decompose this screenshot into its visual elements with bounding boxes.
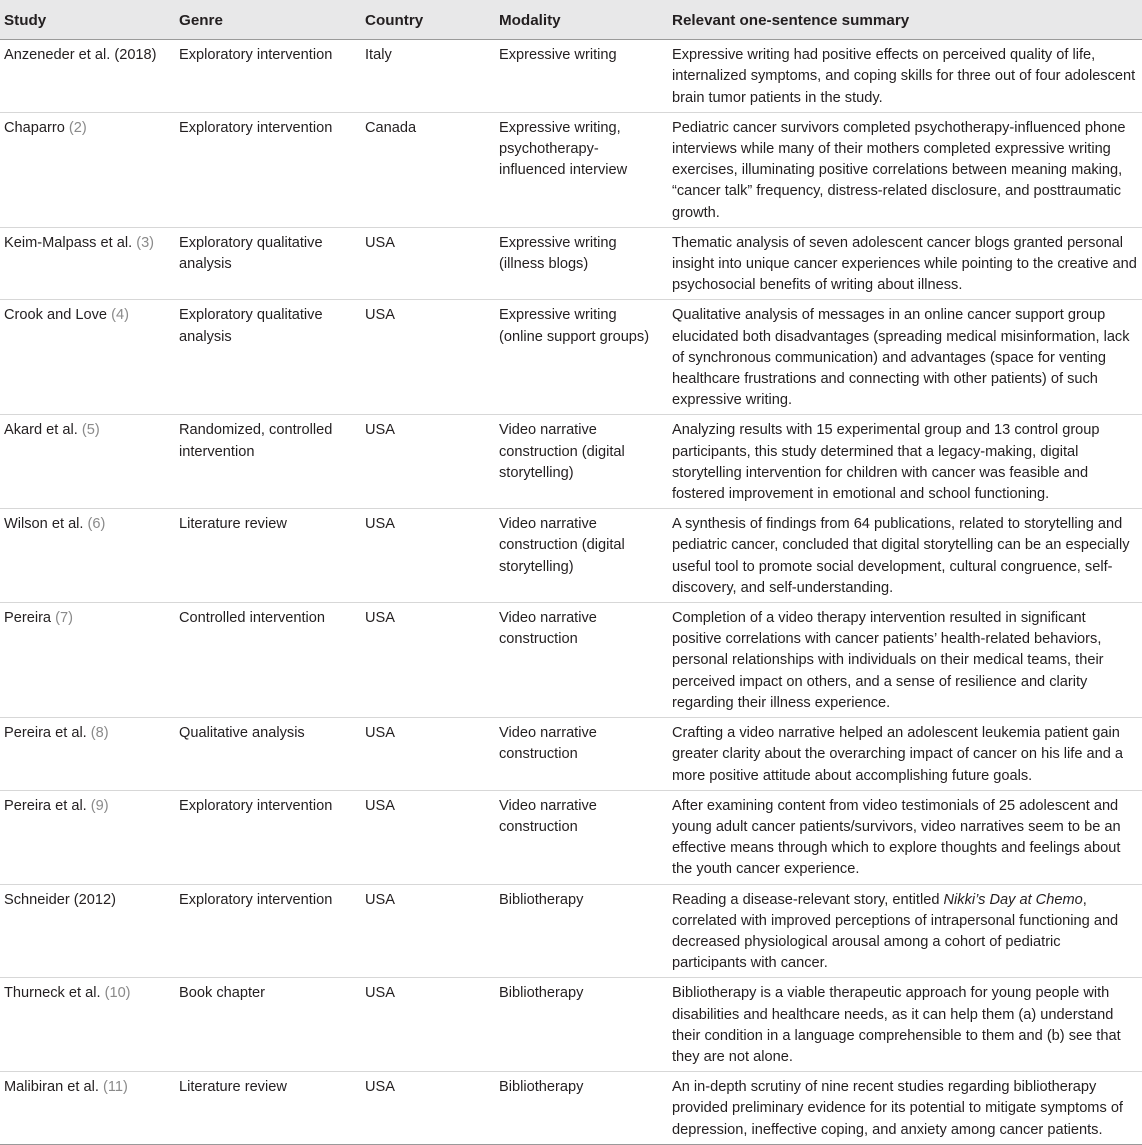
reference-link[interactable]: (4) — [111, 307, 129, 324]
table-row — [0, 415, 1142, 509]
table-row — [0, 718, 1142, 791]
modality-cell: Video narrative construction (digital storytelling) — [495, 415, 668, 509]
summary-cell: Qualitative analysis of messages in an online cancer support group elucidated both disadvantages (spreading medical misinformation, lack of synchronous communication) and advantages (space for venting healthcare frustrations and connecting with other patients) of such expressive writing. — [668, 300, 1142, 415]
study-name: Pereira et al. — [4, 797, 91, 814]
reference-link[interactable]: (8) — [90, 725, 109, 742]
study-cell — [0, 227, 175, 300]
table-row — [0, 509, 1142, 603]
header-study: Study — [0, 0, 175, 40]
table-row — [0, 112, 1142, 227]
genre-cell: Exploratory intervention — [175, 790, 361, 884]
table-row — [0, 790, 1142, 884]
modality-cell: Bibliotherapy — [495, 884, 668, 978]
country-cell: USA — [361, 884, 495, 978]
summary-cell: An in-depth scrutiny of nine recent studies regarding bibliotherapy provided preliminary evidence for its potential to mitigate symptoms of depression, ineffective coping, and anxiety among cancer patients. — [668, 1072, 1142, 1145]
summary-cell: After examining content from video testimonials of 25 adolescent and young adult cancer patients/survivors, video narratives seem to be an effective means through which to explore thoughts and feelings about the youth cancer experience. — [668, 790, 1142, 884]
country-cell: USA — [361, 415, 495, 509]
study-name: Keim-Malpass et al. — [4, 234, 137, 251]
country-cell: USA — [361, 978, 495, 1072]
summary-cell: Completion of a video therapy intervention resulted in significant positive correlations with cancer patients’ health-related behaviors, personal relationships with individuals on their medical teams, their perceived impact on others, and a sense of resilience and clarity regarding their illness experience. — [668, 603, 1142, 718]
study-name: Chaparro — [4, 119, 69, 136]
summary-cell: Bibliotherapy is a viable therapeutic approach for young people with disabilities and healthcare needs, as it can help them (a) understand their condition in a language comprehensible to them and (b) see that they are not alone. — [668, 978, 1142, 1072]
modality-cell: Bibliotherapy — [495, 1072, 668, 1145]
summary-cell: Analyzing results with 15 experimental group and 13 control group participants, this study determined that a legacy-making, digital storytelling intervention for children with cancer was feasible and fostered improvement in emotional and school functioning. — [668, 415, 1142, 509]
study-cell — [0, 603, 175, 718]
study-name: Anzeneder et al. (2018) — [4, 47, 157, 64]
book-title: Nikki’s Day at Chemo — [943, 891, 1083, 908]
reference-link[interactable]: (3) — [136, 234, 155, 251]
header-modality: Modality — [495, 0, 668, 40]
country-cell: Canada — [361, 112, 495, 227]
table-row — [0, 978, 1142, 1072]
summary-text: Reading a disease-relevant story, entitled — [672, 891, 944, 908]
summary-cell: Thematic analysis of seven adolescent cancer blogs granted personal insight into unique cancer experiences while pointing to the creative and psychosocial benefits of writing about illness. — [668, 227, 1142, 300]
genre-cell: Controlled intervention — [175, 603, 361, 718]
reference-link[interactable]: (6) — [87, 516, 106, 533]
country-cell: USA — [361, 227, 495, 300]
table-row — [0, 603, 1142, 718]
header-summary: Relevant one-sentence summary — [668, 0, 1142, 40]
modality-cell: Bibliotherapy — [495, 978, 668, 1072]
header-country: Country — [361, 0, 495, 40]
study-cell — [0, 415, 175, 509]
genre-cell: Exploratory qualitative analysis — [175, 300, 361, 415]
table-row — [0, 884, 1142, 978]
table-row — [0, 227, 1142, 300]
study-name: Pereira et al. — [4, 725, 91, 742]
reference-link[interactable]: (7) — [55, 610, 73, 627]
modality-cell: Video narrative construction (digital storytelling) — [495, 509, 668, 603]
modality-cell: Expressive writing (online support groups) — [495, 300, 668, 415]
table-row — [0, 40, 1142, 113]
study-cell — [0, 790, 175, 884]
table-row — [0, 1072, 1142, 1145]
country-cell: USA — [361, 1072, 495, 1145]
country-cell: USA — [361, 718, 495, 791]
study-cell — [0, 300, 175, 415]
reference-link[interactable]: (9) — [90, 797, 109, 814]
modality-cell: Expressive writing — [495, 40, 668, 113]
study-name: Pereira — [4, 610, 56, 627]
country-cell: USA — [361, 790, 495, 884]
summary-cell: A synthesis of findings from 64 publications, related to storytelling and pediatric cancer, concluded that digital storytelling can be an especially useful tool to promote social development, cultural congruence, self-discovery, and self-understanding. — [668, 509, 1142, 603]
summary-text: , correlated with improved perceptions of intrapersonal functioning and decreased physiological arousal among a cohort of pediatric participants with cancer. — [672, 891, 1119, 972]
summary-cell: Crafting a video narrative helped an adolescent leukemia patient gain greater clarity about the overarching impact of cancer on his life and a more positive attitude about accomplishing future goals. — [668, 718, 1142, 791]
study-cell — [0, 112, 175, 227]
summary-cell — [668, 884, 1142, 978]
genre-cell: Literature review — [175, 509, 361, 603]
genre-cell: Randomized, controlled intervention — [175, 415, 361, 509]
genre-cell: Book chapter — [175, 978, 361, 1072]
study-name: Schneider (2012) — [4, 891, 116, 908]
genre-cell: Exploratory intervention — [175, 40, 361, 113]
genre-cell: Exploratory intervention — [175, 884, 361, 978]
modality-cell: Video narrative construction — [495, 718, 668, 791]
summary-cell: Expressive writing had positive effects on perceived quality of life, internalized symptoms, and coping skills for three out of four adolescent brain tumor patients in the study. — [668, 40, 1142, 113]
study-cell — [0, 884, 175, 978]
reference-link[interactable]: (11) — [102, 1079, 128, 1096]
study-cell — [0, 509, 175, 603]
country-cell: USA — [361, 509, 495, 603]
summary-cell: Pediatric cancer survivors completed psychotherapy-influenced phone interviews while many of their mothers completed expressive writing exercises, illuminating positive correlations between meaning making, “cancer talk” frequency, distress-related disclosure, and posttraumatic growth. — [668, 112, 1142, 227]
header-row — [0, 0, 1142, 40]
country-cell: USA — [361, 603, 495, 718]
header-genre: Genre — [175, 0, 361, 40]
study-cell — [0, 978, 175, 1072]
study-name: Thurneck et al. — [4, 985, 105, 1002]
modality-cell: Video narrative construction — [495, 790, 668, 884]
modality-cell: Video narrative construction — [495, 603, 668, 718]
reference-link[interactable]: (10) — [104, 985, 131, 1002]
study-cell — [0, 718, 175, 791]
study-name: Wilson et al. — [4, 516, 88, 533]
modality-cell: Expressive writing (illness blogs) — [495, 227, 668, 300]
country-cell: USA — [361, 300, 495, 415]
modality-cell: Expressive writing, psychotherapy-influenced interview — [495, 112, 668, 227]
reference-link[interactable]: (2) — [68, 119, 87, 136]
genre-cell: Qualitative analysis — [175, 718, 361, 791]
study-cell — [0, 40, 175, 113]
genre-cell: Literature review — [175, 1072, 361, 1145]
genre-cell: Exploratory intervention — [175, 112, 361, 227]
country-cell: Italy — [361, 40, 495, 113]
table-row — [0, 300, 1142, 415]
genre-cell: Exploratory qualitative analysis — [175, 227, 361, 300]
reference-link[interactable]: (5) — [81, 422, 100, 439]
study-name: Crook and Love — [4, 307, 112, 324]
study-name: Malibiran et al. — [4, 1079, 103, 1096]
study-cell — [0, 1072, 175, 1145]
study-name: Akard et al. — [4, 422, 82, 439]
